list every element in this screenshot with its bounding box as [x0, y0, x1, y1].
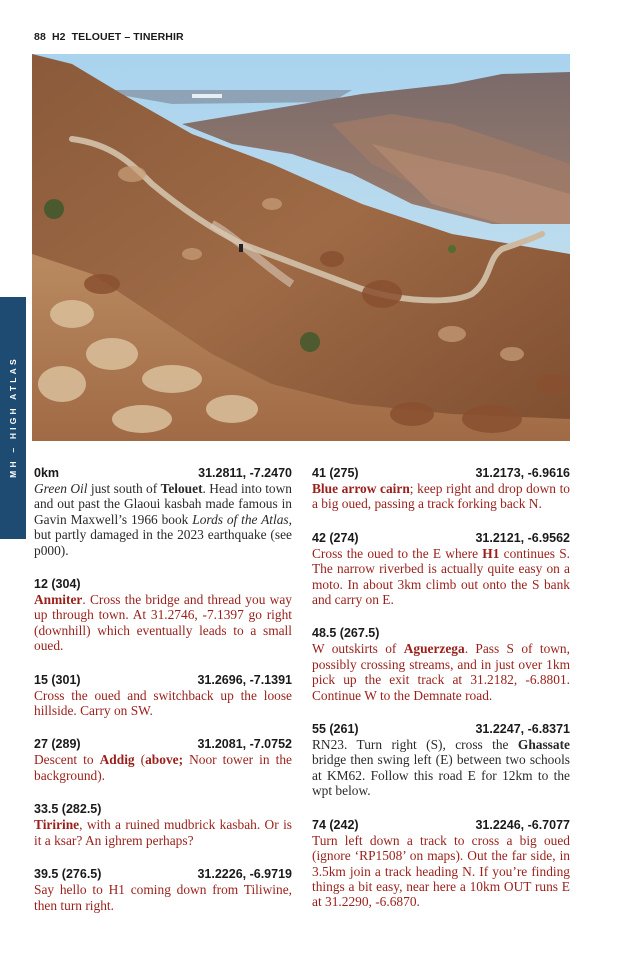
waypoint-distance: 42 (274): [312, 530, 359, 545]
place-name: Addig: [99, 752, 135, 768]
waypoint-distance: 48.5 (267.5): [312, 626, 380, 641]
description-text: (: [134, 752, 146, 768]
waypoint-distance: 12 (304): [34, 577, 81, 592]
waypoint-distance: 0km: [34, 466, 60, 480]
waypoint-header: [34, 466, 292, 481]
waypoint-header: [312, 722, 570, 737]
running-head: [34, 31, 184, 43]
waypoint-header: [34, 802, 292, 817]
description-text: bridge then swing left (E) between two schools at KM62. Follow this road E for 12km to the wpt below.: [312, 752, 570, 799]
waypoint-description: [312, 641, 570, 703]
waypoint-entry: [312, 626, 570, 703]
place-name: above;: [145, 752, 184, 768]
waypoint-header: [312, 626, 570, 641]
description-text: just south of: [87, 481, 161, 496]
waypoint-header: [312, 818, 570, 833]
waypoint-entry: [312, 722, 570, 799]
waypoint-distance: 39.5 (276.5): [34, 867, 102, 882]
route-code: H2: [51, 31, 66, 43]
waypoint-distance: 41 (275): [312, 466, 359, 480]
waypoint-description: [34, 592, 292, 654]
waypoint-entry: [34, 466, 292, 558]
description-text: continues S. The narrow riverbed is actually quite easy on a moto. In about 3km climb out onto the S bank and carry on E.: [312, 545, 571, 608]
waypoint-header: [312, 466, 570, 481]
place-name: Aguerzega: [403, 641, 465, 657]
waypoint-entry: [34, 867, 292, 913]
waypoint-coordinates: 31.2226, -6.9719: [197, 867, 292, 882]
description-text: , but partly damaged in the 2023 earthquake (see p000).: [34, 511, 292, 558]
waypoint-distance: 55 (261): [312, 722, 359, 737]
description-text: ; keep right and drop down to a big oued, passing a track forking back N.: [312, 481, 570, 512]
waypoints-left-column: [34, 466, 292, 932]
landscape-photo-icon: [32, 54, 570, 441]
waypoint-coordinates: 31.2811, -7.2470: [198, 466, 292, 480]
description-text: Say hello to H1 coming down from Tiliwine, then turn right.: [34, 882, 292, 913]
waypoint-coordinates: 31.2246, -6.7077: [475, 817, 570, 832]
place-name: Tiririne: [34, 817, 80, 833]
description-text: Noor tower in the background).: [34, 752, 292, 783]
description-text: . Pass S of town, possibly crossing streams, and in just over 1km pick up the exit track at 31.2182, -6.8801. Continue W to the Demnate road.: [312, 641, 570, 703]
waypoint-entry: [34, 802, 292, 848]
description-text: RN23. Turn right (S), cross the: [312, 737, 518, 753]
section-tab-label: MH – HIGH ATLAS: [8, 356, 18, 478]
waypoint-header: [312, 531, 570, 546]
description-text: W outskirts of: [312, 641, 404, 657]
description-text: Turn left down a track to cross a big oued (ignore ‘RP1508’ on maps). Out the far side, in 3.5km join a track heading N. If you’re finding things a bit easy, near here a 10km OUT runs E at 31.2290, -6.6870.: [312, 832, 570, 910]
waypoint-header: [34, 577, 292, 592]
description-text: Cross the oued and switchback up the loose hillside. Carry on SW.: [34, 687, 292, 719]
waypoint-entry: [312, 531, 570, 608]
waypoint-distance: 27 (289): [34, 737, 81, 752]
emphasis-text: Green Oil: [34, 481, 88, 496]
emphasis-text: Lords of the Atlas: [192, 511, 289, 527]
waypoint-entry: [312, 818, 570, 910]
waypoint-description: [34, 688, 292, 719]
waypoint-distance: 33.5 (282.5): [34, 802, 102, 817]
place-name: H1: [482, 545, 500, 561]
description-text: Cross the oued to the E where: [312, 545, 483, 561]
route-title: TELOUET – TINERHIR: [71, 31, 184, 43]
waypoint-header: [34, 867, 292, 882]
waypoint-entry: [34, 737, 292, 783]
waypoints-right-column: [312, 466, 570, 929]
waypoint-entry: [34, 577, 292, 654]
place-name: Blue arrow cairn: [312, 481, 410, 496]
description-text: Descent to: [34, 752, 100, 768]
waypoint-entry: [34, 673, 292, 719]
waypoint-description: [34, 882, 292, 913]
waypoint-description: [312, 546, 570, 608]
place-name: Anmiter: [34, 592, 83, 608]
place-name: Ghassate: [517, 737, 570, 753]
waypoint-entry: [312, 466, 570, 512]
waypoint-description: [34, 817, 292, 848]
description-text: . Head into town and out past the Glaoui kasbah made famous in Gavin Maxwell’s 1966 book: [34, 481, 292, 527]
waypoint-distance: 74 (242): [312, 817, 359, 832]
waypoint-header: [34, 673, 292, 688]
waypoint-description: [312, 833, 570, 910]
waypoint-description: [312, 481, 570, 512]
waypoint-description: [34, 752, 292, 783]
waypoint-coordinates: 31.2696, -7.1391: [197, 672, 292, 687]
waypoint-header: [34, 737, 292, 752]
description-text: , with a ruined mudbrick kasbah. Or is it a ksar? An ighrem perhaps?: [34, 817, 292, 848]
waypoint-distance: 15 (301): [34, 672, 81, 687]
place-name: Telouet: [160, 481, 203, 496]
section-side-tab: [0, 297, 26, 539]
waypoint-description: [312, 737, 570, 799]
waypoint-description: [34, 481, 292, 558]
description-text: . Cross the bridge and thread you way up through town. At 31.2746, -7.1397 go right (downhill) which eventually leads to a small oued.: [34, 592, 292, 654]
waypoint-coordinates: 31.2247, -6.8371: [475, 722, 570, 737]
route-photo: [32, 54, 570, 441]
waypoint-coordinates: 31.2121, -6.9562: [475, 530, 570, 545]
waypoint-coordinates: 31.2173, -6.9616: [475, 466, 570, 480]
waypoint-coordinates: 31.2081, -7.0752: [197, 737, 292, 752]
page-number: 88: [34, 31, 46, 43]
